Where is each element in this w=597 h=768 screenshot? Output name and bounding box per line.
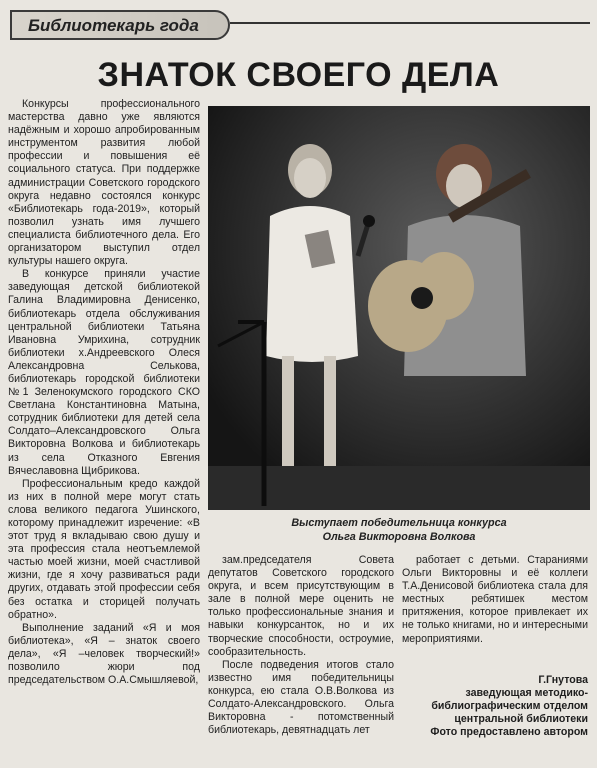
photo-caption [208, 516, 590, 544]
photo-credit: Фото предоставлено автором [430, 726, 588, 739]
rubric-label [10, 10, 230, 40]
paragraph: Конкурсы профессионального мастерства давно уже являются надёжным и хорошо апробированным инструментом развития любой профессии и повышения её социального статуса. При поддержке администрации Советского городского округа недавно состоялся конкурс «Библиотекарь года-2019», который позволил узнать имя лучшего специалиста библиотечного дела. Его организатором выступил отдел культуры нашего округа. [8, 98, 200, 268]
column-left [8, 98, 200, 766]
author-name: Г.Гнутова [538, 674, 588, 686]
column-middle [208, 554, 394, 766]
article-photo [208, 106, 590, 510]
article-headline: ЗНАТОК СВОЕГО ДЕЛА [97, 56, 500, 94]
paragraph: В конкурсе приняли участие заведующая детской библиотекой Галина Владимировна Денисенко, библиотекарь отдела обслуживания центральной библиотеки Татьяна Ивановна Умрихина, сотрудник библиотеки х.Андреевского Олеся Александровна Селькова, библиотекарь городской библиотеки №1 Зеленокумского городского СКО Светлана Константиновна Матына, сотрудник библиотеки для детей села Солдато–Александровского Ольга Викторовна Волкова и библиотекарь из села Отказного Евгения Вячеславовна Щибрикова. [8, 268, 200, 477]
author-signature [400, 674, 588, 739]
paragraph: зам.председателя Совета депутатов Советского городского округа, и всем присутствующим в зале в полной мере оценить не только профессиональные знания и навыки конкурсанток, но и их творческие способности, остроумие, сообразительность. [208, 554, 394, 658]
author-position: заведующая методико-библиографическим отделом центральной библиотеки [431, 687, 588, 726]
paragraph: работает с детьми. Стараниями Ольги Викторовны и её коллеги Т.А.Денисовой библиотека стала для местных ребятишек местом притяжения, которое привлекает их не только книгами, но и интересными мероприятиями. [402, 554, 588, 645]
column-right [402, 554, 588, 664]
paragraph: Профессиональным кредо каждой из них в полной мере могут стать слова великого педагога Ушинского, которому принадлежит изречение: «В этот труд я вкладываю свою душу и эта профессия стала неотъемлемой частью моей жизни, моей счастливой жизни, где я хочу развиваться ради других, отдавать этой профессии себя без остатка и сторицей получать обратно». [8, 477, 200, 621]
photo-illustration [208, 106, 590, 510]
paragraph: После подведения итогов стало известно имя победительницы конкурса, ею стала О.В.Волкова из Солдато-Александровского. Ольга Викторовна - потомственный библиотекарь, девятнадцать лет [208, 658, 394, 737]
paragraph: Выполнение заданий «Я и моя библиотека», «Я – знаток своего дела», «Я –человек творческий!» позволило жюри под председательством О.А.Смышляевой, [8, 621, 200, 687]
rubric-rule [230, 22, 590, 24]
caption-line-1: Выступает победительница конкурса [291, 517, 507, 529]
rubric-text: Библиотекарь года [28, 16, 199, 35]
caption-line-2: Ольга Викторовна Волкова [322, 531, 476, 543]
